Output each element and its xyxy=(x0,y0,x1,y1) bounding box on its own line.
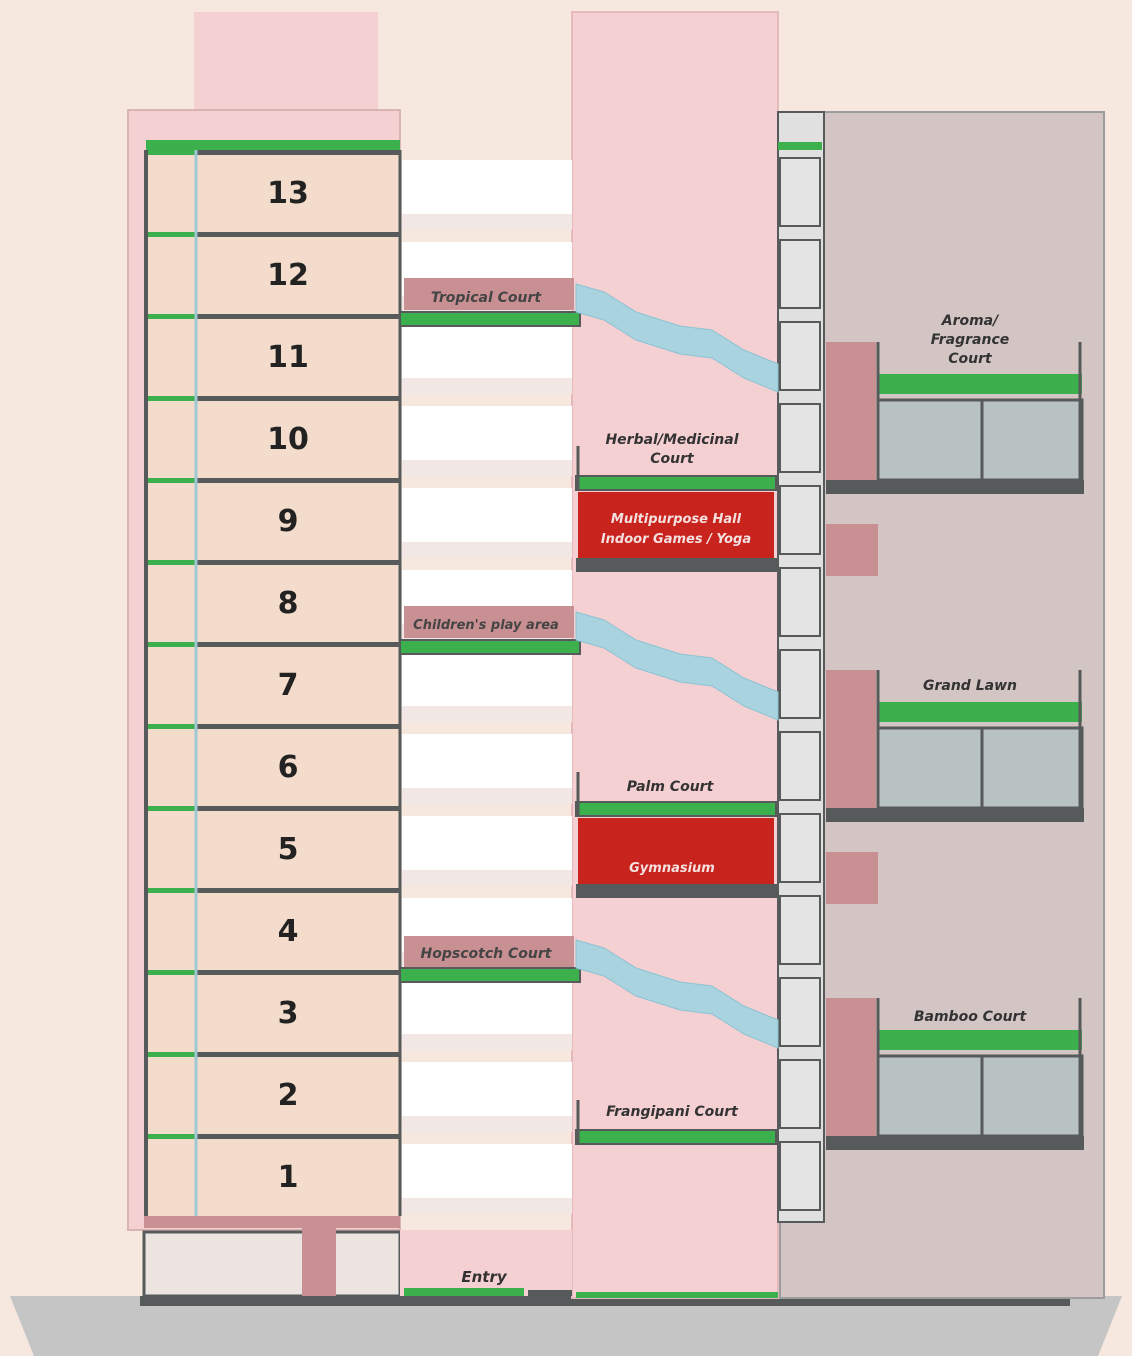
floor-number: 7 xyxy=(277,668,299,703)
grand-lawn-pool xyxy=(878,728,1082,808)
roof-block xyxy=(194,12,378,114)
balcony-green xyxy=(146,150,196,155)
core-roof-green xyxy=(778,142,822,150)
aroma-label-2: Fragrance xyxy=(930,332,1010,348)
entry-step xyxy=(528,1290,572,1296)
aroma-green xyxy=(878,374,1082,394)
corridor-floor xyxy=(402,788,572,804)
tropical-green xyxy=(400,312,580,326)
multipurpose-hall-label-1: Multipurpose Hall xyxy=(610,512,742,527)
grand-lawn-slab xyxy=(826,808,1084,822)
sky-court-children xyxy=(400,606,580,654)
bamboo-court-label: Bamboo Court xyxy=(913,1009,1027,1025)
sky-court-hopscotch xyxy=(400,936,580,982)
balcony-green xyxy=(146,396,196,401)
palm-court-label: Palm Court xyxy=(626,779,714,795)
frangipani-court-label: Frangipani Court xyxy=(606,1104,738,1120)
core-cell xyxy=(780,486,820,554)
aroma-label-3: Court xyxy=(948,351,992,367)
frangipani-green xyxy=(576,1130,776,1144)
floor-number: 10 xyxy=(267,422,309,457)
herbal-green xyxy=(576,476,776,490)
children-green xyxy=(400,640,580,654)
core-cell xyxy=(780,568,820,636)
corridor-floor xyxy=(402,378,572,394)
corridor-void xyxy=(402,324,572,378)
multipurpose-hall xyxy=(576,492,778,572)
floor-5 xyxy=(146,806,400,888)
core-cell xyxy=(780,158,820,226)
corridor-floor xyxy=(402,460,572,476)
bamboo-green xyxy=(878,1030,1082,1050)
floor-fill xyxy=(146,1138,400,1216)
floor-6 xyxy=(146,724,400,806)
floor-3 xyxy=(146,970,400,1052)
floor-9 xyxy=(146,478,400,560)
sky-court-tropical xyxy=(400,278,580,326)
grand-lawn-pad xyxy=(826,670,876,820)
floor-fill xyxy=(146,1056,400,1134)
hopscotch-green xyxy=(400,968,580,982)
multipurpose-hall-label-2: Indoor Games / Yoga xyxy=(600,532,752,547)
balcony-green xyxy=(146,232,196,237)
entry-green xyxy=(404,1288,524,1296)
entry-label: Entry xyxy=(461,1268,507,1286)
floor-bands xyxy=(146,150,400,1216)
pad-small-lower xyxy=(826,852,878,904)
aroma-pad xyxy=(826,342,876,492)
corridor-void xyxy=(402,488,572,542)
floor-2 xyxy=(146,1052,400,1134)
corridor-void xyxy=(402,652,572,706)
atrium-base-green xyxy=(576,1292,778,1298)
core-cell xyxy=(780,240,820,308)
floor-number: 3 xyxy=(277,996,299,1031)
core-cell xyxy=(780,814,820,882)
corridor-floor xyxy=(402,706,572,722)
floor-fill xyxy=(146,482,400,560)
base-column xyxy=(302,1222,336,1296)
floor-fill xyxy=(146,646,400,724)
core-cell xyxy=(780,732,820,800)
corridor-floor xyxy=(402,1034,572,1050)
corridor-void xyxy=(402,1062,572,1116)
floor-fill xyxy=(146,974,400,1052)
core-cell xyxy=(780,978,820,1046)
core-cell xyxy=(780,896,820,964)
pad-small-upper xyxy=(826,524,878,576)
corridor-floor xyxy=(402,870,572,886)
floor-number: 1 xyxy=(277,1160,299,1195)
floor-fill xyxy=(146,810,400,888)
entry-lobby xyxy=(400,1230,572,1296)
grand-lawn-green xyxy=(878,702,1082,722)
balcony-green xyxy=(146,970,196,975)
core-cell xyxy=(780,322,820,390)
aroma-pool xyxy=(878,400,1082,480)
multipurpose-slab xyxy=(576,558,778,572)
floor-number: 8 xyxy=(277,586,299,621)
corridor-floor xyxy=(402,1116,572,1132)
floor-number: 6 xyxy=(277,750,299,785)
floor-fill xyxy=(146,728,400,806)
balcony-green xyxy=(146,478,196,483)
floor-4 xyxy=(146,888,400,970)
roof-green xyxy=(146,140,400,150)
tropical-court-label: Tropical Court xyxy=(430,290,542,306)
corridor-void xyxy=(402,734,572,788)
bamboo-pool xyxy=(878,1056,1082,1136)
corridor-floor xyxy=(402,542,572,558)
corridor-void xyxy=(402,980,572,1034)
balcony-green xyxy=(146,806,196,811)
floor-number: 4 xyxy=(277,914,299,949)
bamboo-pad xyxy=(826,998,876,1148)
aroma-label-1: Aroma/ xyxy=(941,313,999,329)
base-level xyxy=(144,1232,400,1296)
floor-1 xyxy=(146,1134,400,1216)
gymnasium-slab xyxy=(576,884,778,898)
corridor-floor xyxy=(402,214,572,230)
children-play-area-label: Children's play area xyxy=(413,618,559,633)
floor-number: 12 xyxy=(267,258,309,293)
gymnasium-label: Gymnasium xyxy=(629,861,715,876)
balcony-green xyxy=(146,1052,196,1057)
grand-lawn-label: Grand Lawn xyxy=(923,678,1017,694)
gymnasium xyxy=(576,818,778,898)
transfer-slab xyxy=(144,1216,400,1228)
corridor-void xyxy=(402,816,572,870)
floor-number: 11 xyxy=(267,340,309,375)
balcony-green xyxy=(146,642,196,647)
balcony-green xyxy=(146,724,196,729)
floor-number: 9 xyxy=(277,504,299,539)
aroma-slab xyxy=(826,480,1084,494)
floor-fill xyxy=(146,564,400,642)
balcony-green xyxy=(146,560,196,565)
core-cell xyxy=(780,1060,820,1128)
herbal-court-label-2: Court xyxy=(650,451,694,467)
balcony-green xyxy=(146,1134,196,1139)
floor-number: 5 xyxy=(277,832,299,867)
palm-green xyxy=(576,802,776,816)
corridor-void xyxy=(402,160,572,214)
corridor-void xyxy=(402,1144,572,1198)
hopscotch-court-label: Hopscotch Court xyxy=(420,946,552,962)
core-cell xyxy=(780,650,820,718)
corridor-floor xyxy=(402,1198,572,1214)
floor-8 xyxy=(146,560,400,642)
herbal-court-label-1: Herbal/Medicinal xyxy=(605,432,739,448)
balcony-green xyxy=(146,888,196,893)
core-cell xyxy=(780,1142,820,1210)
corridor-void xyxy=(402,406,572,460)
bamboo-slab xyxy=(826,1136,1084,1150)
floor-number: 13 xyxy=(267,176,309,211)
floor-number: 2 xyxy=(277,1078,299,1113)
floor-fill xyxy=(146,892,400,970)
core-cell xyxy=(780,404,820,472)
balcony-green xyxy=(146,314,196,319)
floor-7 xyxy=(146,642,400,724)
